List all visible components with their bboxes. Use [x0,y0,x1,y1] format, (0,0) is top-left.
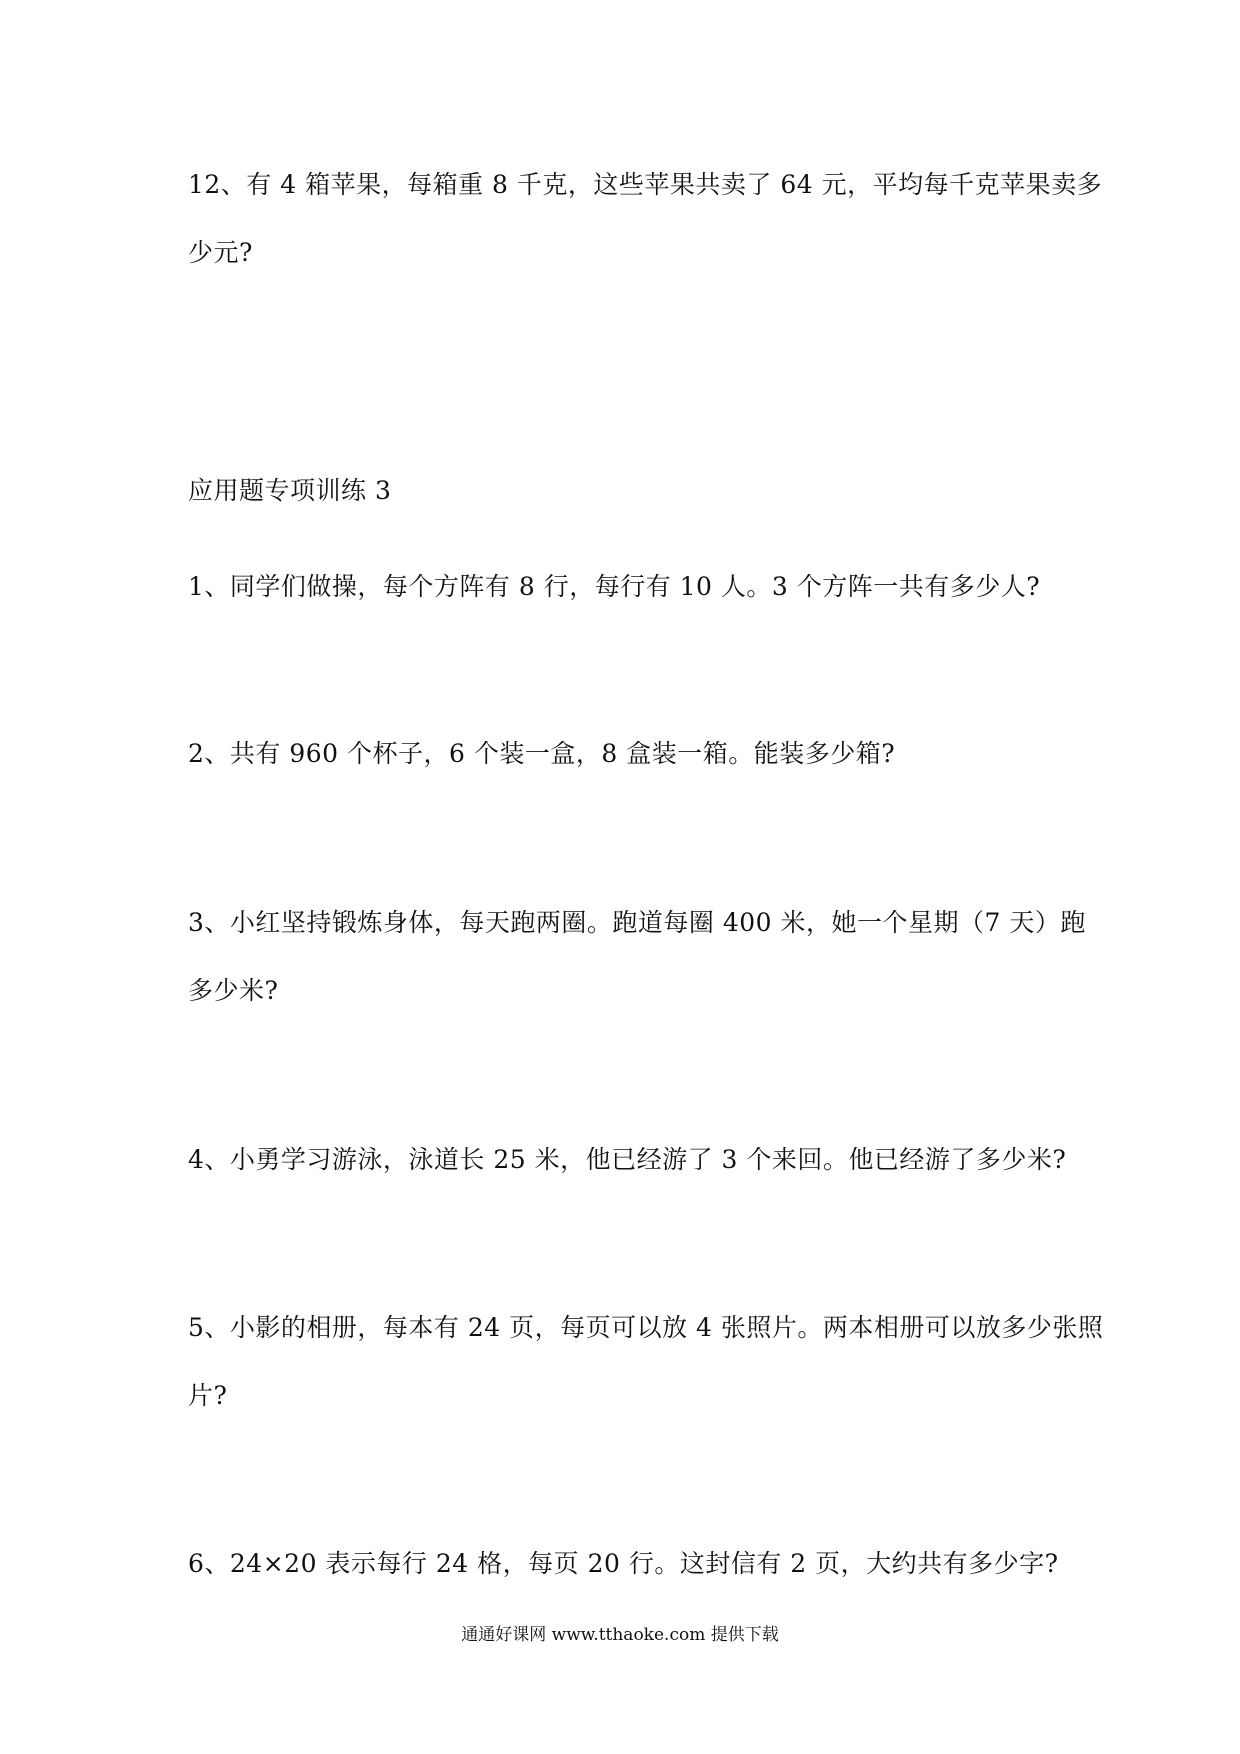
question-1: 1、同学们做操，每个方阵有 8 行，每行有 10 人。3 个方阵一共有多少人? [188,572,1041,601]
question-12-line-2: 少元? [188,238,253,267]
question-5-line-1: 5、小影的相册，每本有 24 页，每页可以放 4 张照片。两本相册可以放多少张照 [188,1313,1104,1342]
footer-source: 通通好课网 www.tthaoke.com 提供下载 [461,1625,779,1645]
question-5-line-2: 片? [188,1381,228,1410]
question-3-line-1: 3、小红坚持锻炼身体，每天跑两圈。跑道每圈 400 米，她一个星期（7 天）跑 [188,908,1086,937]
question-4: 4、小勇学习游泳，泳道长 25 米，他已经游了 3 个来回。他已经游了多少米? [188,1145,1067,1174]
section-title: 应用题专项训练 3 [188,476,392,505]
question-2: 2、共有 960 个杯子，6 个装一盒，8 盒装一箱。能装多少箱? [188,739,896,768]
question-6: 6、24×20 表示每行 24 格，每页 20 行。这封信有 2 页，大约共有多少字? [188,1549,1059,1578]
question-3-line-2: 多少米? [188,976,279,1005]
question-12-line-1: 12、有 4 箱苹果，每箱重 8 千克，这些苹果共卖了 64 元，平均每千克苹果卖多 [188,170,1103,199]
